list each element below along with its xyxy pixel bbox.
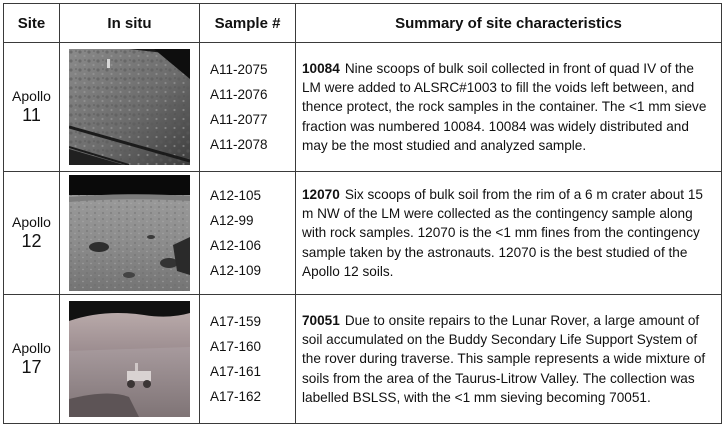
summary-cell: [296, 43, 722, 172]
table-row: [4, 43, 722, 172]
header-site: Site: [4, 4, 60, 43]
sample-id: A12-105: [210, 188, 262, 203]
sample-id: A11-2077: [210, 112, 268, 127]
site-number: 12: [21, 230, 42, 251]
sample-id: A12-109: [210, 263, 262, 278]
site-cell: [4, 172, 60, 295]
site-name: Apollo: [12, 340, 51, 357]
summary-cell: [296, 295, 722, 424]
summary-text: Six scoops of bulk soil from the rim of a 6 m crater about 15 m NW of the LM were collected as the contingency sample along with rock samples. 12070 is the <1 mm fines from the contingency sample taken by the astronauts. 12070 is the best studied of the Apollo 12 soils.: [302, 186, 703, 279]
apollo-11-site-photo: [69, 49, 190, 165]
sample-id: A12-99: [210, 213, 254, 228]
sample-cell: [200, 172, 296, 295]
summary-cell: [296, 172, 722, 295]
sample-code: 12070: [302, 186, 340, 202]
sample-cell: [200, 43, 296, 172]
sample-id: A11-2076: [210, 87, 268, 102]
apollo-17-site-photo: [69, 301, 190, 417]
sample-id: A17-160: [210, 339, 262, 354]
site-characteristics-table: [3, 3, 722, 424]
site-name: Apollo: [12, 214, 51, 231]
header-in-situ: In situ: [60, 4, 200, 43]
photo-cell: [60, 295, 200, 424]
site-name: Apollo: [12, 88, 51, 105]
sample-list: [210, 309, 295, 409]
sample-id: A11-2078: [210, 137, 268, 152]
site-number: 17: [21, 356, 42, 377]
sample-id: A12-106: [210, 238, 262, 253]
sample-id: A17-159: [210, 314, 262, 329]
summary-text: Nine scoops of bulk soil collected in front of quad IV of the LM were added to ALSRC#1003 to fill the voids left between, and thence protect, the rock samples in the container. The <1 mm sieve fraction was numbered 10084. 10084 was widely distributed and may be the most studied and analyzed sample.: [302, 60, 707, 153]
header-summary: Summary of site characteristics: [296, 4, 722, 43]
site-cell: [4, 43, 60, 172]
sample-id: A11-2075: [210, 62, 268, 77]
site-cell: [4, 295, 60, 424]
sample-code: 10084: [302, 60, 340, 76]
table-row: [4, 172, 722, 295]
apollo-12-site-photo: [69, 175, 190, 291]
table-row: [4, 295, 722, 424]
sample-list: [210, 57, 295, 157]
sample-cell: [200, 295, 296, 424]
header-sample: Sample #: [200, 4, 296, 43]
site-table-container: [3, 3, 721, 423]
header-row: [4, 4, 722, 43]
sample-id: A17-161: [210, 364, 262, 379]
sample-id: A17-162: [210, 389, 262, 404]
sample-code: 70051: [302, 312, 340, 328]
sample-list: [210, 183, 295, 283]
summary-text: Due to onsite repairs to the Lunar Rover, a large amount of soil accumulated on the Buddy Secondary Life Support System of the rover during traverse. This sample represents a wide mixture of soils from the area of the Taurus-Litrow Valley. The collection was labelled BSLSS, with the <1 mm sieving becoming 70051.: [302, 312, 706, 405]
site-number: 11: [22, 104, 41, 125]
photo-cell: [60, 43, 200, 172]
photo-cell: [60, 172, 200, 295]
